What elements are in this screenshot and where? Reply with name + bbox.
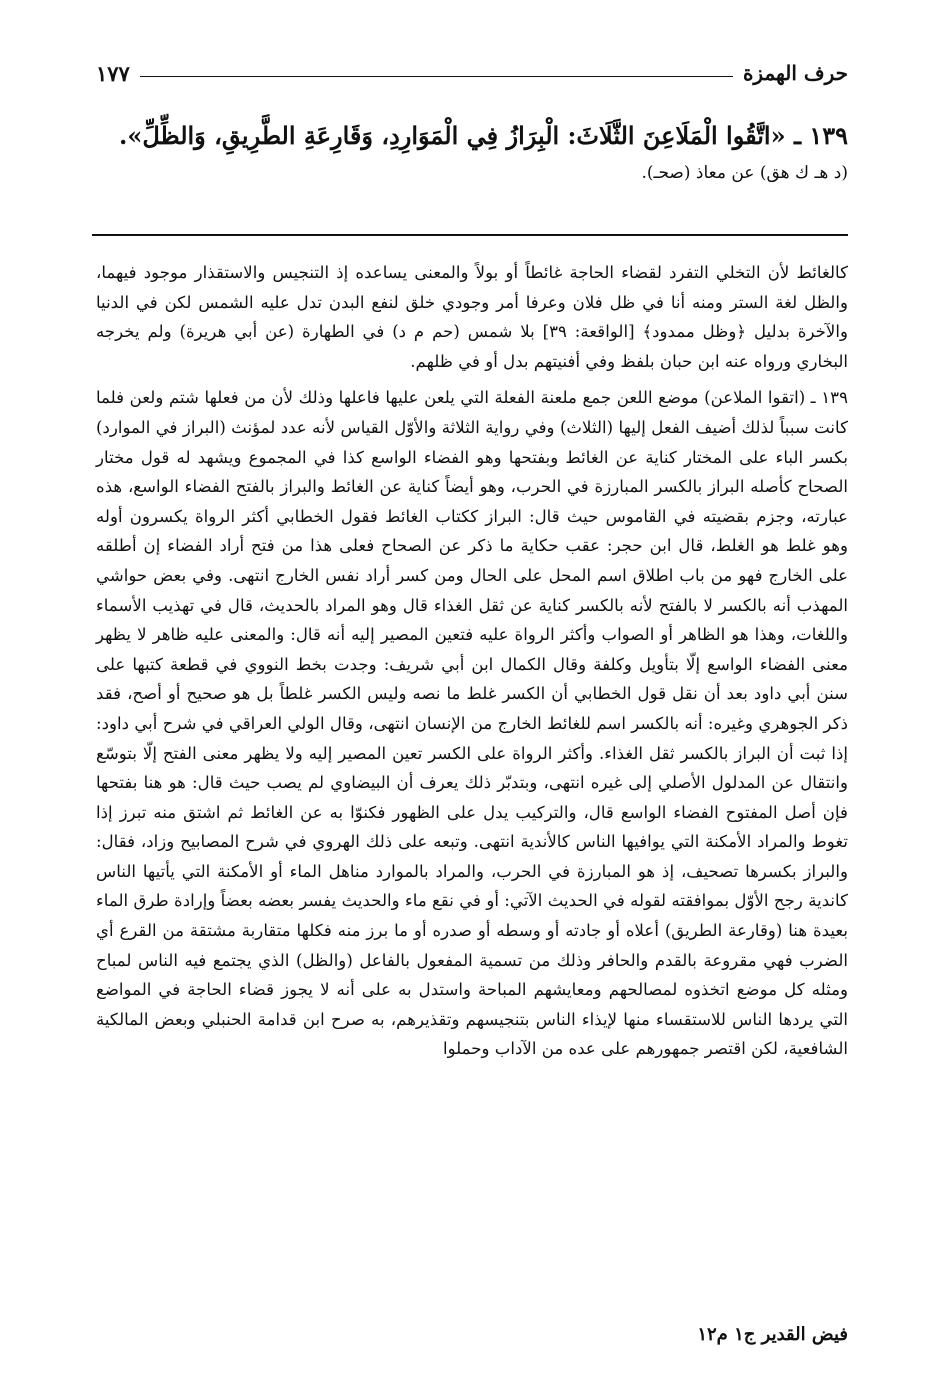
running-header — [96, 56, 848, 90]
footer-signature: فيض القدير ج١ م١٢ — [697, 1324, 848, 1345]
section-separator — [92, 234, 848, 236]
page-number: ١٧٧ — [96, 60, 130, 86]
commentary-body — [96, 258, 848, 1064]
commentary-paragraph: ١٣٩ ـ (اتقوا الملاعن) موضع اللعن جمع ملعنة الفعلة التي يلعن عليها فاعلها وذلك لأن من فعلها شتم ولعن فلما كانت سبباً لذلك أضيف الفعل إليها (الثلاث) وفي رواية الثلاثة والأوّل القياس لأنه عدد لمؤنث (البراز في الموارد) بكسر الباء على المختار كناية عن الغائط وبفتحها وهو الفضاء الواسع كذا في المجموع ويشهد له قول مختار الصحاح كأصله البراز بالكسر المبارزة في الحرب، وهو أيضاً كناية عن الغائط والبراز بالفتح الفضاء الواسع، هذه عبارته، وجزم بقضيته في القاموس حيث قال: البراز ككتاب الغائط فقول الخطابي أكثر الرواة يكسرون أوله وهو غلط هو الغلط، قال ابن حجر: عقب حكاية ما ذكر عن الصحاح فعلى هذا من فتح أراد الفضاء إن أطلقه على الخارج فهو من باب اطلاق اسم المحل على الحال ومن كسر أراد نفس الخارج انتهى. وفي بعض حواشي المهذب أنه بالكسر لا بالفتح لأنه بالكسر كناية عن ثقل الغذاء قال وهو المراد بالحديث، قال في تهذيب الأسماء واللغات، وهذا هو الظاهر أو الصواب وأكثر الرواة عليه فتعين المصير إليه أنه قال: والمعنى عليه ظاهر لا يظهر معنى الفضاء الواسع إلّا بتأويل وكلفة وقال الكمال ابن أبي شريف: وجدت بخط النووي في قطعة كتبها على سنن أبي داود بعد أن نقل قول الخطابي أن الكسر غلط ما نصه وليس الكسر غلطاً بل هو صحيح أو أصح، فقد ذكر الجوهري وغيره: أنه بالكسر اسم للغائط الخارج من الإنسان انتهى، وقال الولي العراقي في شرح أبي داود: إذا ثبت أن البراز بالكسر ثقل الغذاء. وأكثر الرواة على الكسر تعين المصير إليه ولا يظهر معنى الفتح إلّا بتوسّع وانتقال عن المدلول الأصلي إلى غيره انتهى، وبتدبّر ذلك يعرف أن البيضاوي لم يصب حيث قال: هو هنا بفتحها فإن أصل المفتوح الفضاء الواسع قال، والتركيب يدل على الظهور فكنوّا به عن الغائط ثم اشتق منه تبرز إذا تغوط والمراد الأمكنة التي يوافيها الناس كالأندية انتهى. وتبعه على ذلك الهروي في شرح المصابيح وزاد، فقال: والبراز بكسرها تصحيف، إذ هو المبارزة في الحرب، والمراد بالموارد مناهل الماء أو الأمكنة التي يأتيها الناس كاندية رجح الأوّل بموافقته لقوله في الحديث الآتي: أو في نقع ماء والحديث يفسر بعضه بعضاً وإرادة طرق الماء بعيدة هنا (وقارعة الطريق) أعلاه أو جادته أو وسطه أو صدره أو ما برز منه فكلها متقاربة مشتقة من القرع أي الضرب فهي مقروعة بالقدم والحافر وذلك من تسمية المفعول بالفاعل (والظل) الذي يجتمع فيه الناس لمباح ومثله كل موضع اتخذوه لمصالحهم ومعايشهم المباحة واستدل به على أنه لا يجوز قضاء الحاجة في المواضع التي يردها الناس للاستقساء منها لإيذاء الناس بتنجيسهم وتقذيرهم، به صرح ابن قدامة الحنبلي وبعض المالكية الشافعية، لكن اقتصر جمهورهم على عده من الآداب وحملوا — [96, 388, 848, 1059]
hadith-text: ١٣٩ ـ «اتَّقُوا الْمَلَاعِنَ الثَّلَاثَ: الْبِرَازُ فِي الْمَوَارِدِ، وَقَارِعَةِ الطَّرِيقِ، وَالظِّلِّ». — [118, 121, 848, 150]
chapter-title: حرف الهمزة — [742, 61, 848, 85]
header-rule — [140, 76, 733, 77]
hadith-source: (د هـ ك هق) عن معاذ (صحـ). — [641, 163, 848, 183]
hadith-block — [96, 114, 848, 188]
commentary-paragraph: كالغائط لأن التخلي التفرد لقضاء الحاجة غائطاً أو بولاً والمعنى يساعده إذ التنجيس والاستقذار موجود فيهما، والظل لغة الستر ومنه أنا في ظل فلان وعرفا أمر وجودي خلق لنفع البدن تدل عليه الشمس لكن في الدنيا والآخرة بدليل ﴿وظل ممدود﴾ [الواقعة: ٣٩] بلا شمس (حم م د) في الطهارة (عن أبي هريرة) ولم يخرجه البخاري ورواه عنه ابن حبان بلفظ وفي أفنيتهم بدل أو في ظلهم. — [96, 263, 848, 371]
